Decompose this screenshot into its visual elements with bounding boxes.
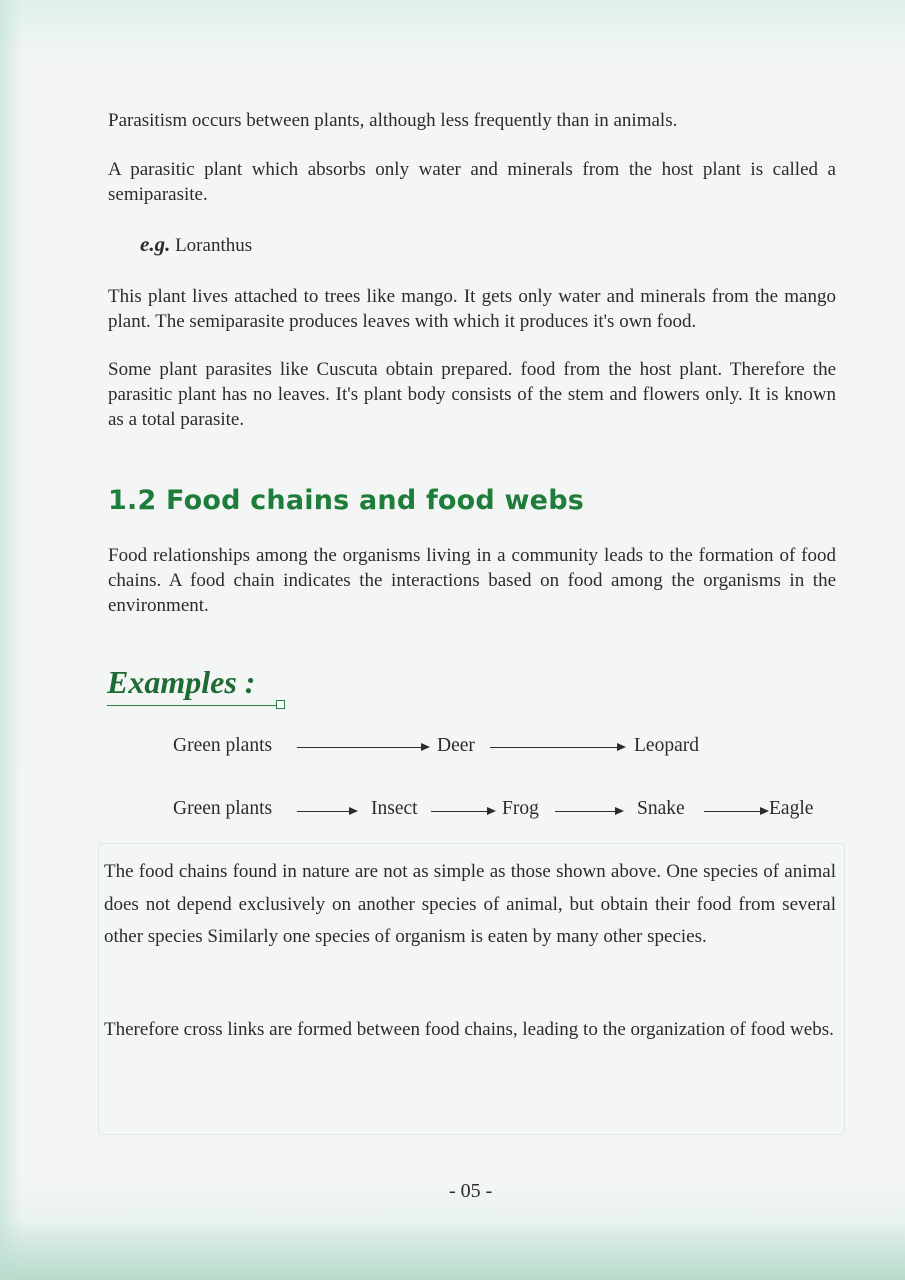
- bottom-decor-band: [0, 1220, 905, 1280]
- arrow-head-icon: [349, 807, 358, 815]
- arrow-head-icon: [617, 743, 626, 751]
- examples-underline: [107, 705, 277, 706]
- arrow-head-icon: [760, 807, 769, 815]
- arrow-line: [431, 811, 487, 812]
- paragraph-cuscuta: Some plant parasites like Cuscuta obtain prepared. food from the host plant. Therefore the parasitic plant has no leaves. It's plant body consists of the stem and flowers only. It is known as a total parasite.: [108, 359, 836, 430]
- paragraph-parasitism: Parasitism occurs between plants, although less frequently than in animals.: [108, 110, 678, 131]
- arrow-line: [704, 811, 760, 812]
- page-number: - 05 -: [449, 1180, 493, 1202]
- examples-box-marker: [276, 700, 285, 709]
- eg-text: Loranthus: [175, 235, 253, 256]
- chain1-item: Green plants: [173, 735, 273, 756]
- eg-label: e.g.: [140, 232, 171, 256]
- paragraph-food-chains-intro: Food relationships among the organisms living in a community leads to the formation of food chains. A food chain indicates the interactions based on food among the organisms in the environment.: [108, 545, 836, 616]
- paragraph-food-chains-complex: The food chains found in nature are not as simple as those shown above. One species of animal does not depend exclusively on another species of animal, but obtain their food from several other species Similarly one species of organism is eaten by many other species.: [104, 861, 836, 947]
- paragraph-mango: This plant lives attached to trees like mango. It gets only water and minerals from the mango plant. The semiparasite produces leaves with which it produces it's own food.: [108, 286, 836, 332]
- arrow-head-icon: [615, 807, 624, 815]
- paragraph-food-webs: Therefore cross links are formed between food chains, leading to the organization of food webs.: [104, 1019, 834, 1040]
- chain1-item: Leopard: [634, 735, 699, 756]
- arrow-line: [555, 811, 615, 812]
- chain2-item: Eagle: [769, 798, 814, 819]
- arrow-line: [297, 811, 349, 812]
- section-heading: 1.2 Food chains and food webs: [108, 485, 584, 516]
- example-loranthus: [140, 232, 540, 258]
- chain2-item: Insect: [371, 798, 418, 819]
- chain1-item: Deer: [437, 735, 475, 756]
- examples-title: Examples :: [107, 664, 256, 700]
- chain2-item: Green plants: [173, 798, 273, 819]
- arrow-line: [490, 747, 617, 748]
- chain2-item: Snake: [637, 798, 685, 819]
- arrow-head-icon: [421, 743, 430, 751]
- paragraph-semiparasite: A parasitic plant which absorbs only water and minerals from the host plant is called a semiparasite.: [108, 159, 836, 205]
- arrow-line: [297, 747, 421, 748]
- arrow-head-icon: [487, 807, 496, 815]
- chain2-item: Frog: [502, 798, 539, 819]
- page-edge-shade: [0, 0, 22, 1280]
